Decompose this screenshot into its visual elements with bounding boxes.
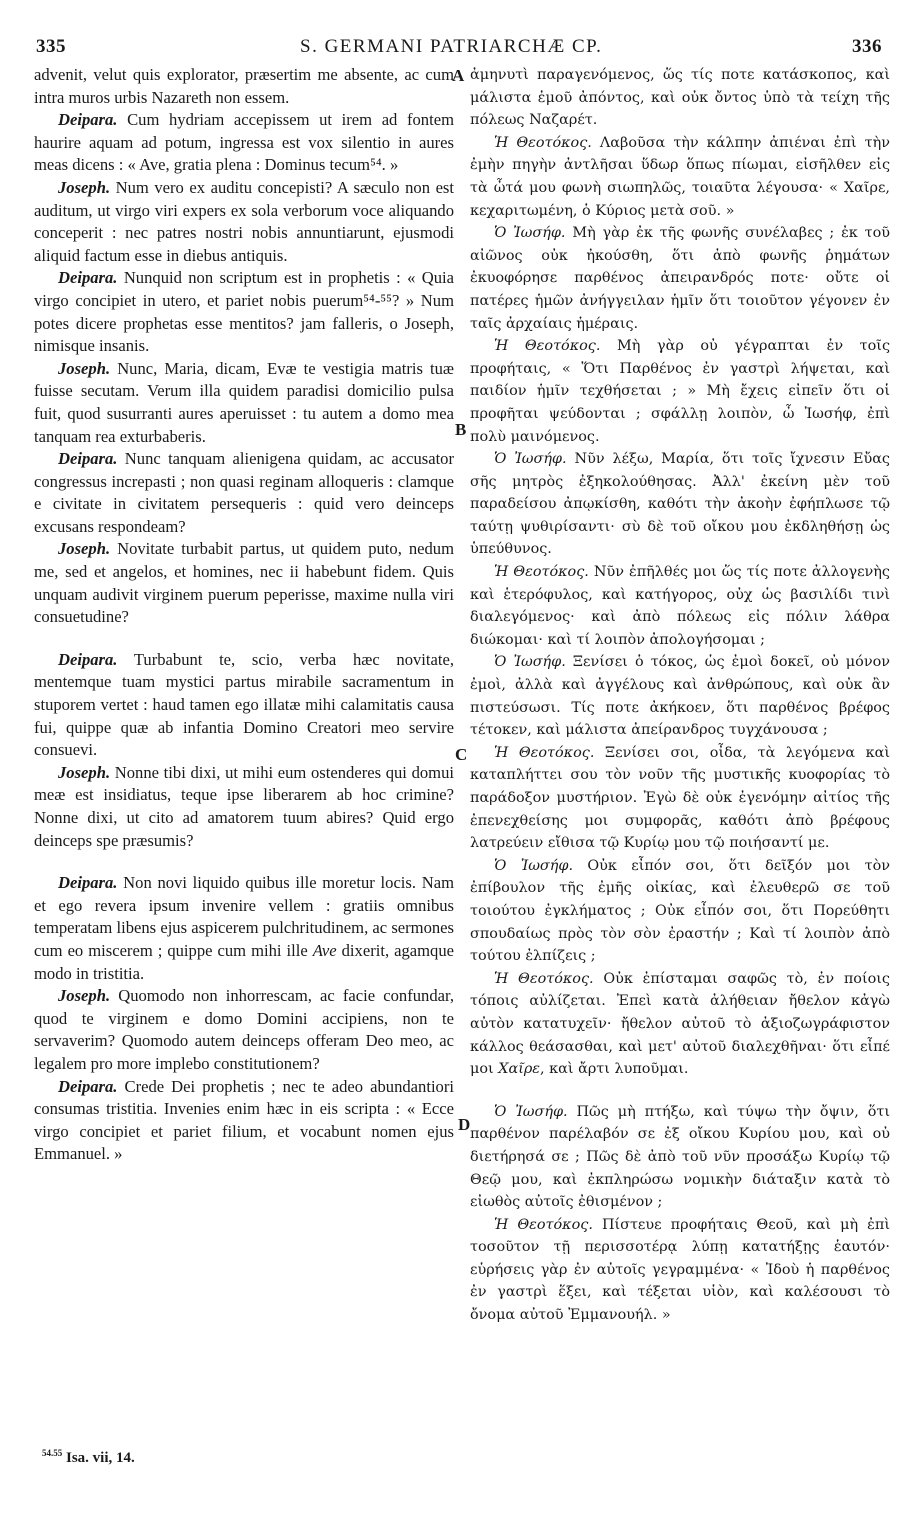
paragraph-text: Μὴ γὰρ οὐ γέγραπται ἐν τοῖς προφήταις, « Ὅτι Παρθένος ἐν γαστρὶ λήψεται, καὶ παιδίον ἡμῖν τεχθήσεται ; » Μὴ ἔχεις εἰπεῖν ὅτι οἱ προφῆται ψεύδονται ; σφάλλῃ λοιπὸν, ὦ Ἰωσήφ, ἐπὶ πολὺ μαινόμενος.: [470, 338, 891, 445]
paragraph-text: Λαβοῦσα τὴν κάλπην ἀπιέναι ἐπὶ τὴν ἐμὴν πηγὴν ἀντλῆσαι ὕδωρ ὅπως πίωμαι, εἰσῆλθεν εἰς τὰ ὦτά μου φωνὴ σιωπηλῶς, τοιαῦτα λέγουσα· « Χαῖρε, κεχαριτωμένη, ὁ Κύριος μετὰ σοῦ. »: [470, 134, 890, 219]
paragraph-text: Quomodo non inhorrescam, ac facie confundar, quod te virginem e domo Domini accipiens, non te servaverim? Quomodo autem deinceps offeram Deo meo, ac legalem pro more implebo constitutionem?: [34, 986, 454, 1073]
greek-paragraph: [470, 561, 890, 651]
speaker-label: Ὁ Ἰωσήφ.: [494, 451, 567, 468]
speaker-label: Ὁ Ἰωσήφ.: [494, 1103, 568, 1120]
paragraph-text: Μὴ γὰρ ἐκ τῆς φωνῆς συνέλαβες ; ἐκ τοῦ αἰῶνος οὐκ ἠκούσθη, ὅτι ἀπὸ φωνῆς ῥημάτων ἐκυοφόρησε παρθένος ἀπειρανδρός ποτε· οὔτε οἱ πατέρες ἡμῶν ἀνήγγειλαν ἡμῖν ὅτι τοιοῦτον γέγονεν ἐν ταῖς ἀρχαίαις ἡμέραις.: [470, 225, 890, 332]
speaker-label: Ἡ Θεοτόκος.: [494, 134, 592, 151]
latin-paragraph: [34, 109, 454, 177]
speaker-label: Ὁ Ἰωσήφ.: [494, 654, 566, 671]
margin-letter-c: C: [455, 745, 468, 764]
paragraph-text: Οὐκ εἶπόν σοι, ὅτι δεῖξόν μοι τὸν ἐπίβουλον τῆς ἐμῆς οἰκίας, καὶ ἐλευθερῶ σε τοῦ τοιούτου ἐγκλήματος ; Οὐκ εἶπόν σοι, ὅτι Πορεύθητι σπουδαίως πρὸς τὸν σὸν ἐραστήν ; Καὶ τί λοιπὸν ἀπὸ τούτου ἐλπίζεις ;: [470, 857, 890, 965]
greek-paragraph: [470, 1214, 890, 1327]
speaker-label: Joseph.: [58, 762, 111, 782]
speaker-label: Ἡ Θεοτόκος.: [494, 970, 594, 987]
paragraph-text: Cum hydriam accepissem ut irem ad fontem haurire aquam ad potum, ingressa est vox silentio in aures meas dicens : « Ave, gratia plena : Dominus tecum⁵⁴. »: [34, 110, 454, 175]
paragraph-text: Turbabunt te, scio, verba hæc novitate, mentemque tuam mystici partus mirabile sacramentum in stuporem vertet : haud tamen ego illatæ mihi calamitatis causa fui, quippe quæ ab infantia Domino Creatori meo servire consuevi.: [34, 649, 454, 760]
greek-paragraph: [470, 448, 890, 561]
latin-paragraph: [34, 448, 454, 538]
paragraph-text: Νῦν λέξω, Μαρία, ὅτι τοῖς ἴχνεσιν Εὔας σῆς μητρὸς ἐξηκολούθησας. Ἀλλ' ἐκείνη μὲν τοῦ παραδείσου ἀπῳκίσθη, καθότι τὴν ἀκοὴν ἐφήπλωσε τῷ ταύτῃ ψυθιρίσαντι· σὺ δὲ τοῦ οἴκου μου ἐκδληθήσῃ ὡς ὑπεύθυνος.: [470, 451, 890, 558]
footnote: [42, 1448, 135, 1467]
speaker-label: Deipara.: [58, 110, 118, 130]
speaker-label: Ἡ Θεοτόκος.: [494, 744, 595, 761]
paragraph-text: Crede Dei prophetis ; nec te adeo abundantiori consumas tristitia. Invenies enim hæc in eis scripta : « Ecce virgo concipiet et pariet filium, et vocabunt nomen ejus Emmanuel. »: [34, 1076, 454, 1164]
speaker-label: Ἡ Θεοτόκος.: [494, 1216, 593, 1233]
greek-paragraph: [470, 335, 890, 448]
latin-paragraph: [34, 872, 454, 985]
paragraph-text: Nunc tanquam alienigena quidam, ac accusator congressus increpasti ; non quasi reginam alloqueris : clamque e civitate in civitatem persequeris : quid vero deinceps excusans respondeam?: [34, 449, 454, 536]
paragraph-text: Πίστευε προφήταις Θεοῦ, καὶ μὴ ἐπὶ τοσοῦτον τῇ περισσοτέρᾳ λύπῃ κατατήξῃς ἑαυτόν· εὑρήσεις γὰρ ἐν αὐτοῖς γεγραμμένα· « Ἰδοὺ ἡ παρθένος ἐν γαστρὶ ἕξει, καὶ τέξεται υἱὸν, καὶ καλέσουσι τὸ ὄνομα αὐτοῦ Ἐμμανουήλ. »: [470, 1216, 890, 1324]
ave-word: Ave: [312, 940, 337, 960]
speaker-label: Joseph.: [58, 177, 111, 197]
greek-paragraph: [470, 222, 890, 335]
greek-paragraph: [470, 855, 890, 968]
paragraph-text: , καὶ ἄρτι λυποῦμαι.: [540, 1061, 689, 1078]
speaker-label: Ἡ Θεοτόκος.: [494, 338, 601, 355]
latin-paragraph: [34, 1076, 454, 1166]
speaker-label: Deipara.: [58, 1076, 118, 1096]
margin-letter-b: B: [455, 420, 467, 439]
footnote-marker: 54.55: [42, 1448, 63, 1458]
paragraph-text: Nonne tibi dixi, ut mihi eum ostenderes qui domui meæ est insidiatus, teque ipse liberarem ab hoc crimine? Nonne dixi, ut cito ad amatorem tuum abires? Quid ergo deinceps spe præsumis?: [34, 762, 454, 850]
latin-paragraph: [34, 762, 454, 852]
latin-paragraph: [34, 649, 454, 762]
margin-letter-a: A: [452, 66, 465, 85]
speaker-label: Deipara.: [58, 449, 118, 469]
speaker-label: Deipara.: [58, 649, 118, 669]
paragraph-text: Οὐκ ἐπίσταμαι σαφῶς τὸ, ἐν ποίοις τόποις αὐλίζεται. Ἐπεὶ κατὰ ἀλήθειαν ἤθελον κἀγὼ αὐτὸν κατατυχεῖν· ἤθελον αὐτοῦ τὸ ἀξιοζωγράφιστον κάλλος θεάσασθαι, καὶ μετ' αὐτοῦ διαλεχθῆναι· ὅτι εἶπέ μοι: [470, 970, 890, 1078]
page-number-right: 336: [852, 36, 882, 57]
paragraph-text: Nunquid non scriptum est in prophetis : « Quia virgo concipiet in utero, et pariet nobis puerum⁵⁴-⁵⁵? » Num potes dicere prophetas esse mentitos? jam falleris, o Joseph, nimisque insanis.: [34, 268, 454, 356]
chaire-word: Χαῖρε: [498, 1061, 541, 1078]
latin-paragraph: [34, 985, 454, 1075]
paragraph-text: Non novi liquido quibus ille moretur locis. Nam et ego revera ipsum invenire vellem : gratiis omnibus temperatam libens ejus aspicerem pulchritudinem, ac sermones cum eo miscerem ; quippe cum mihi ille: [34, 873, 454, 960]
greek-paragraph: [470, 968, 890, 1081]
latin-column: [34, 64, 454, 1166]
speaker-label: Joseph.: [58, 539, 111, 559]
paragraph-text: Ξενίσει ὁ τόκος, ὡς ἐμοὶ δοκεῖ, οὐ μόνον ἐμοὶ, ἀλλὰ καὶ ἀγγέλους καὶ ἀνθρώπους, καὶ οὐκ ἂν πιστεύσωσι. Τίς ποτε ἀκήκοεν, ὅτι παρθένος βρέφος τέτοκεν, καὶ μάλιστα ἀπείρανδρος τυγχάνουσα ;: [470, 654, 890, 739]
greek-paragraph: [470, 742, 890, 855]
paragraph-text: Νῦν ἐπῆλθές μοι ὥς τίς ποτε ἀλλογενὴς καὶ ἑτερόφυλος, καὶ κατήγορος, οὐχ ὡς βασιλίδι τινὶ διαλεγόμενος· καὶ ἀπὸ πόλεως εἰς πόλιν λάθρα διώκομαι· καὶ τί λοιπὸν ἀπολογήσομαι ;: [470, 564, 890, 648]
greek-paragraph: [470, 132, 890, 222]
latin-paragraph: [34, 538, 454, 628]
speaker-label: Ἡ Θεοτόκος.: [494, 564, 589, 581]
paragraph-text: dixerit, agamque modo in tristitia.: [34, 940, 454, 983]
greek-paragraph: [470, 1101, 890, 1214]
latin-paragraph: [34, 177, 454, 267]
latin-paragraph: advenit, velut quis explorator, præsertim me absente, ac cum intra muros urbis Nazareth non essem.: [34, 65, 454, 107]
paragraph-text: Num vero ex auditu concepisti? A sæculo non est auditum, ut virgo viri expers ex sola verborum voce aliquando conceperit : nec patres nostri nobis annuntiarunt, ejusmodi aliquid factum esse in diebus antiquis.: [34, 177, 454, 265]
running-title: S. GERMANI PATRIARCHÆ CP.: [300, 36, 603, 57]
greek-paragraph: ἀμηνυτὶ παραγενόμενος, ὥς τίς ποτε κατάσκοπος, καὶ μάλιστα ἐμοῦ ἀπόντος, καὶ οὐκ ὄντος ὑπὸ τὰ τείχη τῆς πόλεως Ναζαρέτ.: [470, 67, 890, 129]
speaker-label: Ὁ Ἰωσήφ.: [494, 857, 574, 874]
speaker-label: Joseph.: [58, 358, 111, 378]
page-number-left: 335: [36, 36, 66, 57]
margin-letter-d: D: [458, 1115, 471, 1134]
speaker-label: Ὁ Ἰωσήφ.: [494, 225, 566, 242]
speaker-label: Deipara.: [58, 268, 118, 288]
greek-column: [470, 64, 890, 1327]
latin-paragraph: [34, 267, 454, 357]
paragraph-text: Ξενίσει σοι, οἶδα, τὰ λεγόμενα καὶ καταπλήττει σου τὸν νοῦν τῆς μυστικῆς κυοφορίας τὸ παράδοξον μυστήριον. Ἐγὼ δὲ οὐκ ἐγενόμην αἰτίος τῆς ἐπενεχθείσης μοι συμφορᾶς, καθότι ἀπὸ βρέφους λατρεύειν εἴθισα τῷ Κυρίῳ μου τῷ ποιήσαντί με.: [470, 744, 890, 852]
paragraph-text: Nunc, Maria, dicam, Evæ te vestigia matris tuæ fuisse secutam. Verum illa quidem paradisi domicilio pulsa fuit, quod susurranti aures aperuisset : tu autem a domo mea tanquam rea exturbaberis.: [34, 358, 454, 446]
greek-paragraph: [470, 651, 890, 741]
paragraph-text: Novitate turbabit partus, ut quidem puto, nedum me, sed et angelos, et homines, nec ii habebunt fidem. Quis unquam audivit virginem puerum peperisse, maxime nulla viri consuetudine?: [34, 539, 454, 627]
footnote-text: Isa. vii, 14.: [62, 1450, 135, 1466]
latin-paragraph: [34, 358, 454, 448]
speaker-label: Deipara.: [58, 873, 118, 893]
paragraph-text: Πῶς μὴ πτήξω, καὶ τύψω τὴν ὄψιν, ὅτι παρθένον παρέλαβόν σε ἐξ οἴκου Κυρίου μου, καὶ οὐ διετήρησά σε ; Πῶς δὲ ἀπὸ τοῦ νῦν προσάξω Κυρίῳ τῷ Θεῷ μου, καὶ ἐκπληρώσω νομικὴν διάταξιν κατὰ τὸ εἰωθὸς αὐτοῖς ἐθισμένον ;: [470, 1103, 890, 1211]
speaker-label: Joseph.: [58, 986, 111, 1006]
